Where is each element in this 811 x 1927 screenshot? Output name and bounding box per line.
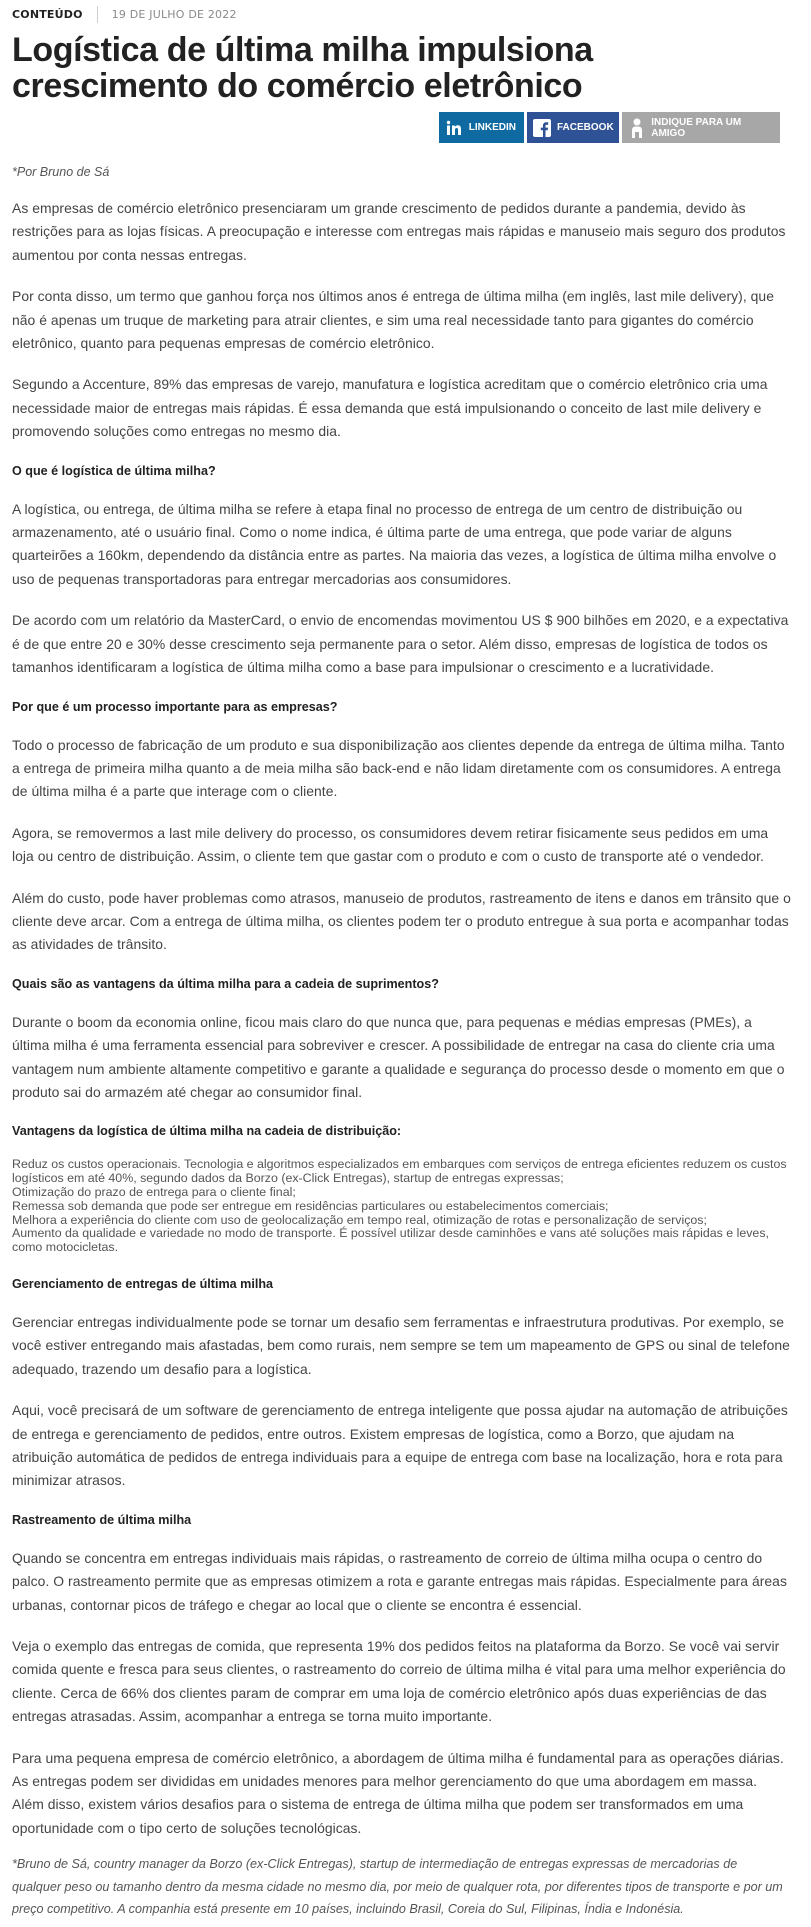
author-byline: *Por Bruno de Sá <box>12 165 110 179</box>
paragraph: A logística, ou entrega, de última milha se refere à etapa final no processo de entrega de um centro de distribuição ou armazenamento, até o usuário final. Como o nome indica, é última parte de uma entrega, que pode variar de alguns quarteirões a 160km, dependendo da distância entre as partes. Na maioria das vezes, a logística de última milha envolve o uso de pequenas transportadoras para entregar mercadorias aos consumidores. <box>12 500 777 587</box>
section-heading: Por que é um processo importante para as empresas? <box>12 699 338 714</box>
recommend-friend-label: INDIQUE PARA UM AMIGO <box>651 116 742 139</box>
linkedin-share-button[interactable] <box>439 112 524 143</box>
section-heading: Gerenciamento de entregas de última milha <box>12 1276 274 1291</box>
facebook-icon <box>533 119 551 137</box>
list-item: Otimização do prazo de entrega para o cliente final; <box>12 1184 296 1199</box>
facebook-share-button[interactable] <box>527 112 619 143</box>
section-heading: O que é logística de última milha? <box>12 463 216 478</box>
section-heading: Vantagens da logística de última milha na cadeia de distribuição: <box>12 1124 402 1139</box>
list-item: Aumento da qualidade e variedade no modo de transporte. É possível utilizar desde caminhões e vans até soluções mais rápidas e leves, como motocicletas. <box>12 1226 769 1255</box>
list-item: Melhora a experiência do cliente com uso de geolocalização em tempo real, otimização de rotas e personalização de serviços; <box>12 1212 707 1227</box>
title-line-1: Logística de última milha impulsiona <box>12 31 593 69</box>
paragraph: Todo o processo de fabricação de um produto e sua disponibilização aos clientes depende da entrega de última milha. Tanto a entrega de primeira milha quanto a de meia milha são back-end e não lidam diretamente com os consumidores. A entrega de última milha é a parte que interage com o cliente. <box>12 736 785 800</box>
paragraph: Para uma pequena empresa de comércio eletrônico, a abordagem de última milha é fundamental para as operações diárias. As entregas podem ser divididas em unidades menores para melhor gerenciamento do que uma abordagem em massa. Além disso, existem vários desafios para o sistema de entrega de última milha que podem ser transformados em uma oportunidade com o tipo certo de soluções tecnológicas. <box>12 1749 784 1836</box>
publish-date: 19 DE JULHO DE 2022 <box>111 7 237 21</box>
article-body <box>12 197 792 1840</box>
section-heading: Rastreamento de última milha <box>12 1512 192 1527</box>
author-footnote: *Bruno de Sá, country manager da Borzo (ex-Click Entregas), startup de intermediação de entregas expressas de mercadorias de qualquer peso ou tamanho dentro da mesma cidade no mesmo dia, por meio de qualquer rota, por diferentes tipos de transporte e por um preço competitivo. A companhia está presente em 10 países, incluindo Brasil, Coreia do Sul, Filipinas, Índia e Indonésia. <box>12 1857 783 1916</box>
facebook-label: FACEBOOK <box>557 122 614 133</box>
list-item: Reduz os custos operacionais. Tecnologia e algoritmos especializados em embarques com serviços de entrega eficientes reduzem os custos logísticos em até 40%, segundo dados da Borzo (ex-Click Entregas), startup de entregas expressas; <box>12 1157 787 1186</box>
paragraph: Gerenciar entregas individualmente pode se tornar um desafio sem ferramentas e infraestrutura produtivas. Por exemplo, se você estiver entregando mais afastadas, bem como rurais, nem sempre se tem um mapeamento de GPS ou sinal de telefone adequado, trazendo um desafio para a logística. <box>12 1313 790 1377</box>
linkedin-icon <box>445 119 463 137</box>
article-meta <box>12 0 792 28</box>
paragraph: Durante o boom da economia online, ficou mais claro do que nunca que, para pequenas e médias empresas (PMEs), a última milha é uma ferramenta essencial para sobreviver e crescer. A possibilidade de entregar na casa do cliente cria uma vantagem num ambiente altamente competitivo e garante a qualidade e segurança do processo desde o momento em que o produto sai do armazém até chegar ao consumidor final. <box>12 1013 785 1100</box>
paragraph: Segundo a Accenture, 89% das empresas de varejo, manufatura e logística acreditam que o comércio eletrônico cria uma necessidade maior de entregas mais rápidas. É essa demanda que está impulsionando o conceito de last mile delivery e promovendo soluções como entregas no mesmo dia. <box>12 376 768 440</box>
linkedin-label: LINKEDIN <box>468 122 516 133</box>
article-container <box>12 0 792 1858</box>
paragraph: Por conta disso, um termo que ganhou força nos últimos anos é entrega de última milha (em inglês, last mile delivery), que não é apenas um truque de marketing para atrair clientes, e sim uma real necessidade tanto para gigantes do comércio eletrônico, quanto para pequenas empresas de comércio eletrônico. <box>12 288 774 352</box>
title-line-2: crescimento do comércio eletrônico <box>12 67 583 105</box>
section-heading: Quais são as vantagens da última milha para a cadeia de suprimentos? <box>12 976 439 991</box>
paragraph: Além do custo, pode haver problemas como atrasos, manuseio de produtos, rastreamento de itens e danos em trânsito que o cliente deve arcar. Com a entrega de última milha, os clientes podem ter o produto entregue à sua porta e acompanhar todas as atividades de trânsito. <box>12 889 791 953</box>
category-label[interactable]: CONTEÚDO <box>12 7 83 21</box>
advantages-list <box>12 1158 792 1255</box>
recommend-friend-button[interactable] <box>622 112 780 143</box>
paragraph: Agora, se removermos a last mile delivery do processo, os consumidores devem retirar fisicamente seus pedidos em uma loja ou centro de distribuição. Assim, o cliente tem que gastar com o produto e com o custo de transporte até o vendedor. <box>12 824 769 865</box>
meta-divider <box>97 6 98 23</box>
paragraph: De acordo com um relatório da MasterCard, o envio de encomendas movimentou US $ 900 bilhões em 2020, e a expectativa é de que entre 20 e 30% desse crescimento seja permanente para o setor. Além disso, empresas de logística de todos os tamanhos identificaram a logística de última milha como a base para impulsionar o crescimento e a lucratividade. <box>12 612 789 676</box>
article-title <box>12 32 792 104</box>
paragraph: As empresas de comércio eletrônico presenciaram um grande crescimento de pedidos durante a pandemia, devido às restrições para as lojas físicas. A preocupação e interesse com entregas mais rápidas e manuseio mais seguro dos produtos aumentou por conta nessas entregas. <box>12 200 786 263</box>
paragraph: Quando se concentra em entregas individuais mais rápidas, o rastreamento de correio de última milha ocupa o centro do palco. O rastreamento permite que as empresas otimizem a rota e garante entregas mais rápidas. Especialmente para áreas urbanas, contornar picos de tráfego e chegar ao local que o cliente se encontra é essencial. <box>12 1549 787 1613</box>
list-item: Remessa sob demanda que pode ser entregue em residências particulares ou estabelecimentos comerciais; <box>12 1198 609 1213</box>
paragraph: Veja o exemplo das entregas de comida, que representa 19% dos pedidos feitos na plataforma da Borzo. Se você vai servir comida quente e fresca para seus clientes, o rastreamento do correio de última milha é vital para uma melhor experiência do cliente. Cerca de 66% dos clientes param de comprar em uma loja de comércio eletrônico após duas experiências de das entregas atrasadas. Assim, acompanhar a entrega se torna muito importante. <box>12 1638 786 1725</box>
person-icon <box>628 119 645 137</box>
paragraph: Aqui, você precisará de um software de gerenciamento de entrega inteligente que possa ajudar na automação de atribuições de entrega e gerenciamento de pedidos, entre outros. Existem empresas de logística, como a Borzo, que ajudam na atribuição automática de pedidos de entrega individuais para a equipe de entrega com base na localização, hora e rota para minimizar atrasos. <box>12 1402 788 1489</box>
share-bar <box>12 112 780 143</box>
